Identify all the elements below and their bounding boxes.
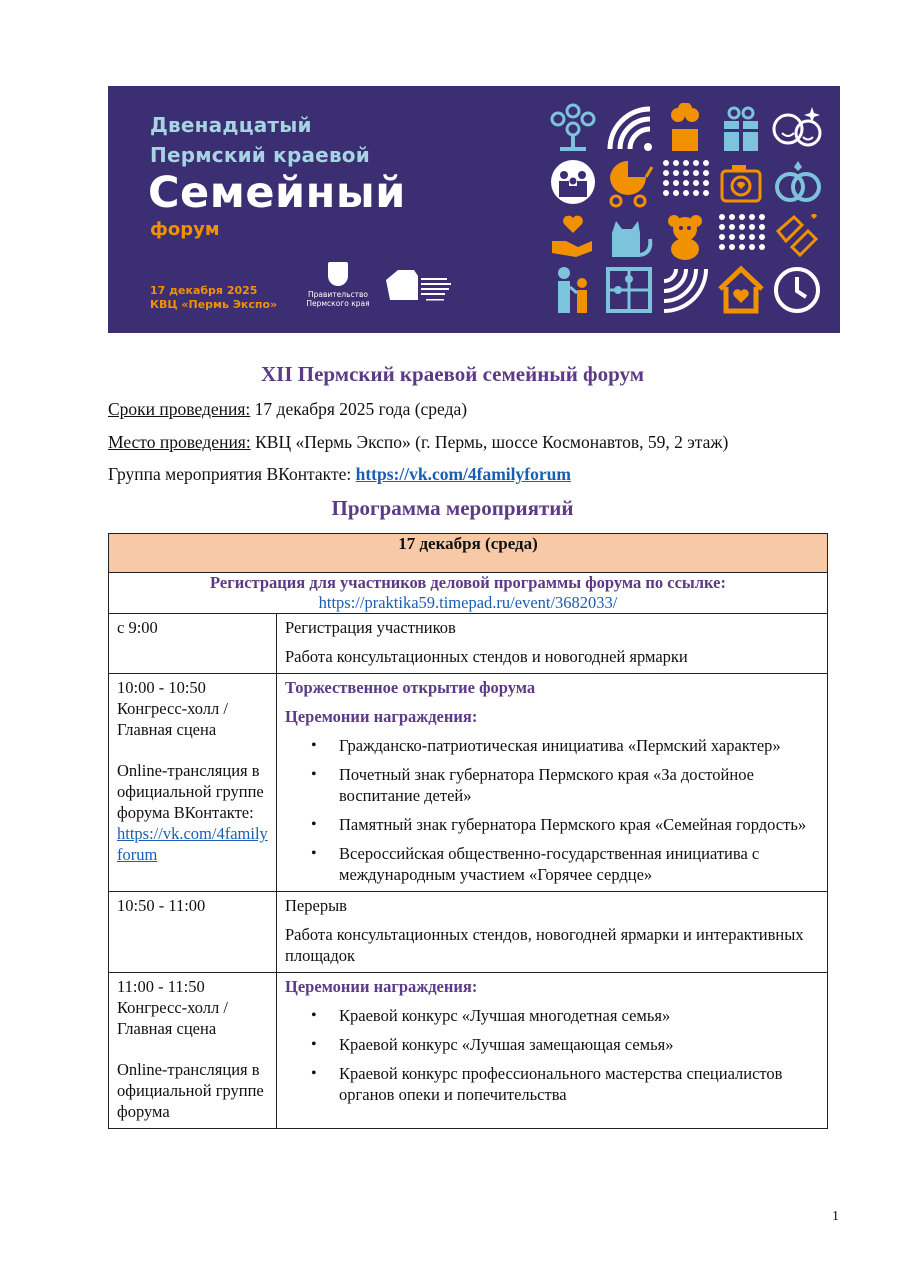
event-dates	[108, 399, 467, 420]
time-value: 11:00 - 11:50	[117, 977, 205, 996]
activity-cell	[277, 674, 828, 892]
baby-stroller-icon	[610, 161, 652, 206]
vk-group-link[interactable]: https://vk.com/4familyforum	[355, 464, 571, 484]
teddy-bear-icon	[668, 215, 702, 260]
activity-cell	[277, 614, 828, 674]
registration-row	[109, 573, 828, 614]
award-list	[285, 735, 819, 885]
page-number: 1	[832, 1209, 839, 1224]
activity-text: Работа консультационных стендов и новогодней ярмарки	[285, 647, 688, 666]
gift-icon	[724, 108, 758, 151]
list-item: • Краевой конкурс профессионального мастерства специалистов органов опеки и попечительства	[285, 1063, 819, 1105]
section-heading: Церемонии награждения:	[285, 707, 478, 726]
parent-child-icon	[558, 267, 587, 313]
activity-cell	[277, 892, 828, 973]
family-capital-logo	[384, 266, 454, 306]
banner-forum-word: форум	[150, 219, 220, 240]
banner-venue: КВЦ «Пермь Экспо»	[150, 298, 278, 311]
holding-hands-icon	[778, 214, 817, 255]
cat-icon	[612, 221, 650, 257]
venue-text: Конгресс-холл / Главная сцена	[117, 998, 228, 1038]
banner-icons-grid	[548, 103, 828, 318]
registration-cell	[109, 573, 828, 614]
day-header-row	[109, 534, 828, 573]
program-table	[108, 533, 828, 1129]
banner-date: 17 декабря 2025	[150, 284, 258, 297]
program-title: Программа мероприятий	[331, 496, 574, 520]
section-heading: Торжественное открытие форума	[285, 678, 536, 697]
table-row	[109, 892, 828, 973]
time-value: 10:50 - 11:00	[117, 896, 206, 915]
family-tree-icon	[552, 105, 594, 151]
activity-text: Регистрация участников	[285, 618, 456, 637]
registration-title: Регистрация для участников деловой программы форума по ссылке:	[210, 573, 726, 592]
event-group-label: Группа мероприятия ВКонтакте:	[108, 464, 356, 484]
rings-icon	[777, 161, 819, 200]
time-value: 10:00 - 10:50	[117, 678, 206, 697]
list-item: • Всероссийская общественно-государственная инициатива с международным участием «Горячее сердце»	[285, 843, 819, 885]
list-item: • Краевой конкурс «Лучшая многодетная семья»	[285, 1005, 819, 1026]
crest-icon	[328, 262, 348, 286]
event-place-label: Место проведения:	[108, 432, 251, 452]
event-group	[108, 464, 571, 485]
list-item: • Памятный знак губернатора Пермского края «Семейная гордость»	[285, 814, 819, 835]
document-title: XII Пермский краевой семейный форум	[260, 362, 645, 386]
time-cell	[109, 892, 277, 973]
event-dates-value: 17 декабря 2025 года (среда)	[250, 399, 468, 419]
list-item: • Гражданско-патриотическая инициатива «Пермский характер»	[285, 735, 819, 756]
clock-icon	[776, 269, 818, 311]
registration-link[interactable]: https://praktika59.timepad.ru/event/3682033/	[318, 593, 618, 612]
time-value: с 9:00	[117, 618, 158, 637]
event-place-value: КВЦ «Пермь Экспо» (г. Пермь, шоссе Космонавтов, 59, 2 этаж)	[250, 432, 729, 452]
table-row	[109, 614, 828, 674]
flower-pot-icon	[671, 103, 699, 151]
activity-text: Работа консультационных стендов, новогодней ярмарки и интерактивных площадок	[285, 925, 804, 965]
camera-icon	[722, 165, 760, 201]
dot-grid-icon	[663, 160, 709, 196]
event-dates-label: Сроки проведения:	[108, 399, 251, 419]
list-item: • Почетный знак губернатора Пермского края «За достойное воспитание детей»	[285, 764, 819, 806]
time-cell	[109, 614, 277, 674]
venue-text: Конгресс-холл / Главная сцена	[117, 699, 228, 739]
time-cell	[109, 674, 277, 892]
heart-hand-icon	[552, 216, 592, 257]
vk-stream-link[interactable]: https://vk.com/4familyforum	[117, 824, 268, 864]
puzzle-icon	[608, 269, 650, 311]
online-text: Online-трансляция в официальной группе форума	[117, 1060, 264, 1121]
table-row	[109, 674, 828, 892]
banner-title: Семейный	[148, 168, 406, 218]
banner-line-2: Пермский краевой	[150, 143, 370, 167]
smiley-faces-icon	[774, 107, 820, 145]
activity-text: Перерыв	[285, 896, 347, 915]
time-cell	[109, 973, 277, 1129]
government-logo	[303, 262, 373, 308]
dot-grid-icon	[719, 214, 765, 250]
day-header: 17 декабря (среда)	[109, 534, 828, 573]
table-row	[109, 973, 828, 1129]
section-heading: Церемонии награждения:	[285, 977, 478, 996]
family-group-icon	[551, 160, 595, 204]
award-list	[285, 1005, 819, 1105]
event-place	[108, 432, 728, 453]
online-text: Online-трансляция в официальной группе форума ВКонтакте:	[117, 761, 264, 822]
signal-lines-icon	[664, 269, 706, 311]
government-logo-text: Правительство Пермского края	[306, 290, 370, 308]
wifi-icon	[610, 109, 652, 151]
forum-banner	[108, 86, 840, 333]
house-heart-icon	[720, 269, 762, 311]
activity-cell	[277, 973, 828, 1129]
banner-line-1: Двенадцатый	[150, 113, 312, 137]
list-item: • Краевой конкурс «Лучшая замещающая семья»	[285, 1034, 819, 1055]
